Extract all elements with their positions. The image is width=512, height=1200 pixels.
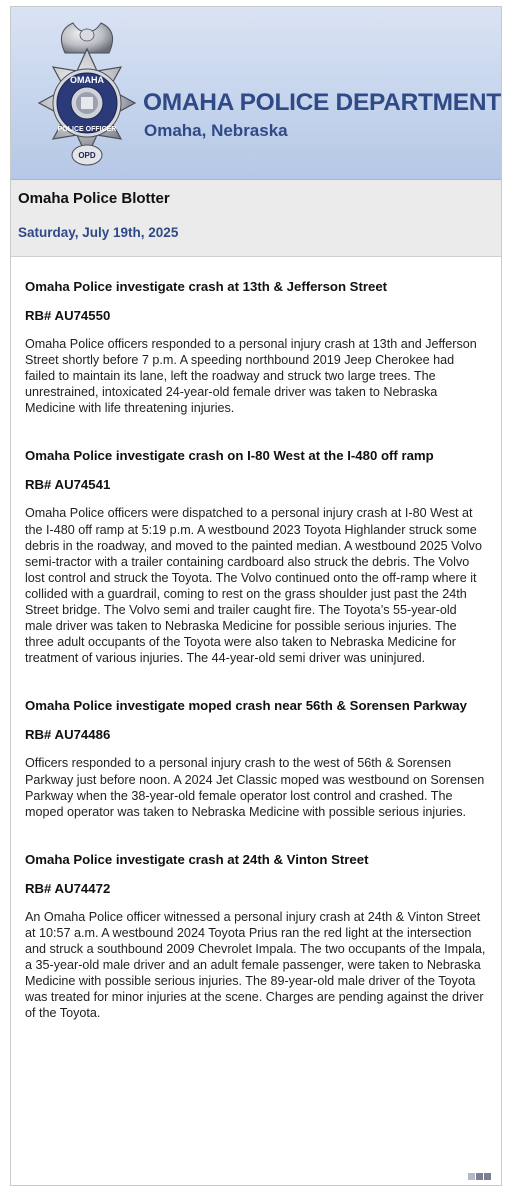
item-title: Omaha Police investigate crash on I-80 West at the I-480 off ramp [25, 448, 434, 464]
svg-text:OMAHA: OMAHA [70, 75, 104, 85]
page-corner-icon [467, 1167, 493, 1175]
item-report-number: RB# AU74541 [25, 477, 111, 493]
blotter-date: Saturday, July 19th, 2025 [18, 225, 179, 240]
item-title: Omaha Police investigate crash at 24th & Vinton Street [25, 851, 369, 867]
blotter-items [25, 279, 487, 1053]
item-report-number: RB# AU74550 [25, 308, 111, 323]
item-body: Omaha Police officers were dispatched to a personal injury crash at I-80 West at the I-480 off ramp at 5:19 p.m. A westbound 2023 Toyota Highlander struck some debris in the roadway, and moved to the painted median. A westbound 2025 Volvo semi-tractor with a trailer containing cardboard also struck the debris. The Volvo lost control and struck the Toyota. The Volvo continued onto the off-ramp where it collided with a guardrail, coming to rest on the grass shoulder just past the 24th Street bridge. The Volvo semi and trailer caught fire. The Toyota’s 55-year-old male driver was taken to Nebraska Medicine for possible serious injuries. The three adult occupants of the Toyota were also taken to Nebraska Medicine for treatment of various injuries. The 44-year-old semi driver was uninjured. [25, 506, 482, 666]
blotter-title: Omaha Police Blotter [18, 190, 170, 207]
item-title: Omaha Police investigate crash at 13th & Jefferson Street [25, 279, 388, 294]
item-title: Omaha Police investigate moped crash near 56th & Sorensen Parkway [25, 698, 467, 714]
omaha-police-badge-icon [25, 13, 149, 177]
department-location: Omaha, Nebraska [144, 121, 288, 140]
svg-text:OPD: OPD [78, 151, 96, 160]
blotter-item [25, 279, 487, 416]
item-report-number: RB# AU74486 [25, 727, 111, 743]
blotter-page [10, 6, 502, 1186]
blotter-item [25, 852, 487, 1022]
department-banner [11, 7, 501, 180]
item-body: Omaha Police officers responded to a personal injury crash at 13th and Jefferson Street shortly before 7 p.m. A speeding northbound 2019 Jeep Cherokee had failed to maintain its lane, left the roadway and struck two large trees. The unrestrained, intoxicated 24-year-old female driver was taken to Nebraska Medicine with life threatening injuries. [25, 337, 477, 416]
blotter-item [25, 698, 487, 819]
svg-text:POLICE OFFICER: POLICE OFFICER [57, 126, 117, 133]
blotter-header [11, 180, 501, 257]
department-title: OMAHA POLICE DEPARTMENT [143, 89, 501, 116]
item-body: An Omaha Police officer witnessed a personal injury crash at 24th & Vinton Street at 10:57 a.m. A westbound 2024 Toyota Prius ran the red light at the intersection and struck a southbound 2009 Chevrolet Impala. The two occupants of the Impala, a 35-year-old male driver and an adult female passenger, were taken to Nebraska Medicine with possible serious injuries. The 89-year-old male driver of the Toyota was treated for minor injuries at the scene. Charges are pending against the driver of the Toyota. [25, 909, 486, 1021]
blotter-item [25, 448, 487, 666]
item-body: Officers responded to a personal injury crash to the west of 56th & Sorensen Parkway just before noon. A 2024 Jet Classic moped was westbound on Sorensen Parkway when the 38-year-old female operator lost control and crashed. The moped operator was taken to Nebraska Medicine with possible serious injuries. [25, 756, 485, 819]
item-report-number: RB# AU74472 [25, 880, 111, 896]
